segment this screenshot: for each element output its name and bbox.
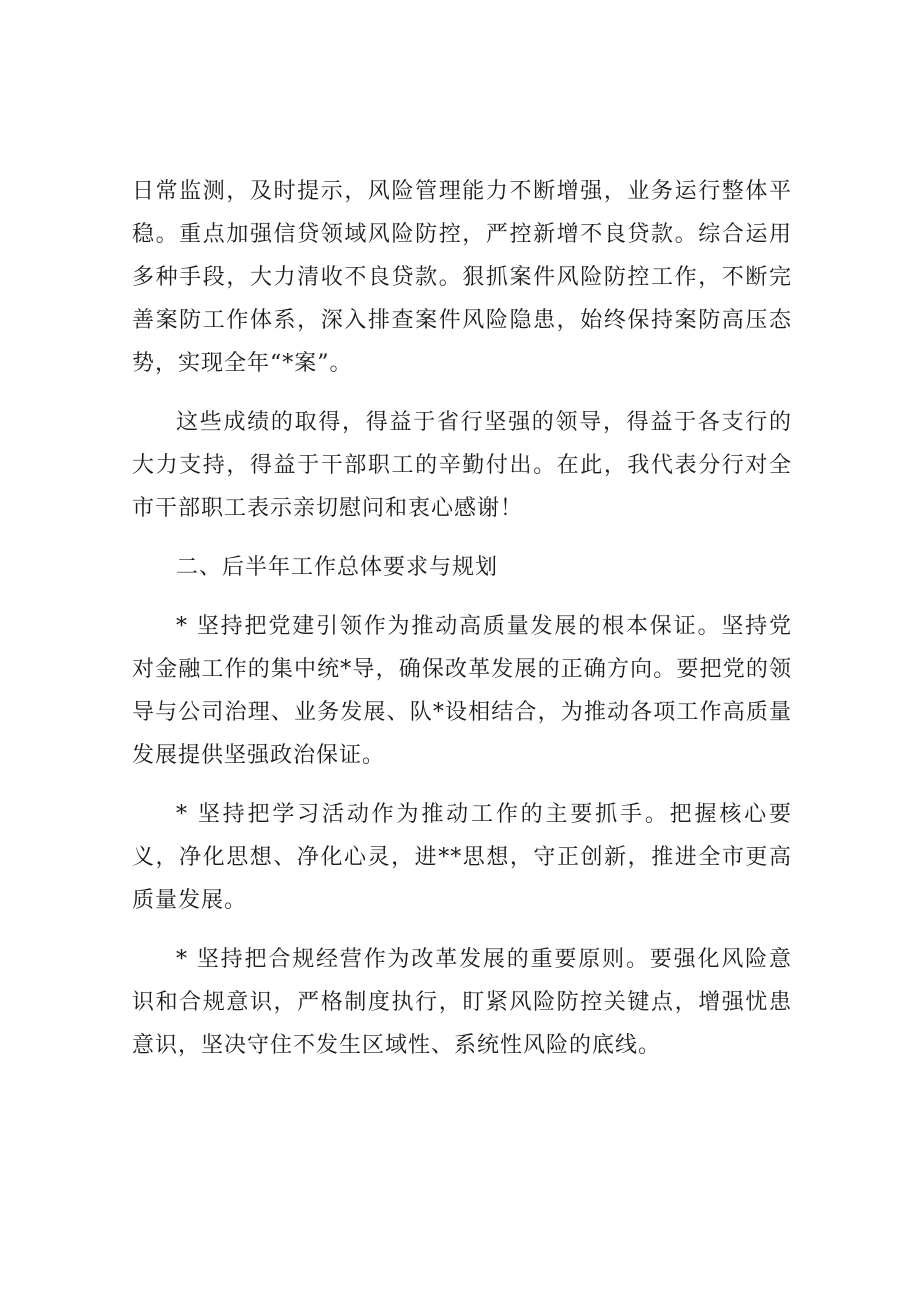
paragraph-acknowledgement: 这些成绩的取得，得益于省行坚强的领导，得益于各支行的大力支持，得益于干部职工的辛勤付出。在此，我代表分行对全市干部职工表示亲切慰问和衷心感谢！ xyxy=(132,410,792,521)
document-body xyxy=(132,170,792,1083)
section-heading-second-half-plan: 二、后半年工作总体要求与规划 xyxy=(176,555,499,580)
paragraph-compliance: * 坚持把合规经营作为改革发展的重要原则。要强化风险意识和合规意识，严格制度执行，盯紧风险防控关键点，增强忧患意识，坚决守住不发生区域性、系统性风险的底线。 xyxy=(132,947,792,1058)
paragraph-risk-management: 日常监测，及时提示，风险管理能力不断增强，业务运行整体平稳。重点加强信贷领域风险防控，严控新增不良贷款。综合运用多种手段，大力清收不良贷款。狠抓案件风险防控工作，不断完善案防工作体系，深入排查案件风险隐患，始终保持案防高压态势，实现全年“*案”。 xyxy=(132,179,792,376)
paragraph-learning-activities: * 坚持把学习活动作为推动工作的主要抓手。把握核心要义，净化思想、净化心灵，进**思想，守正创新，推进全市更高质量发展。 xyxy=(132,802,792,913)
paragraph-party-leadership: * 坚持把党建引领作为推动高质量发展的根本保证。坚持党对金融工作的集中统*导，确保改革发展的正确方向。要把党的领导与公司治理、业务发展、队*设相结合，为推动各项工作高质量发展提供坚强政治保证。 xyxy=(132,614,792,768)
